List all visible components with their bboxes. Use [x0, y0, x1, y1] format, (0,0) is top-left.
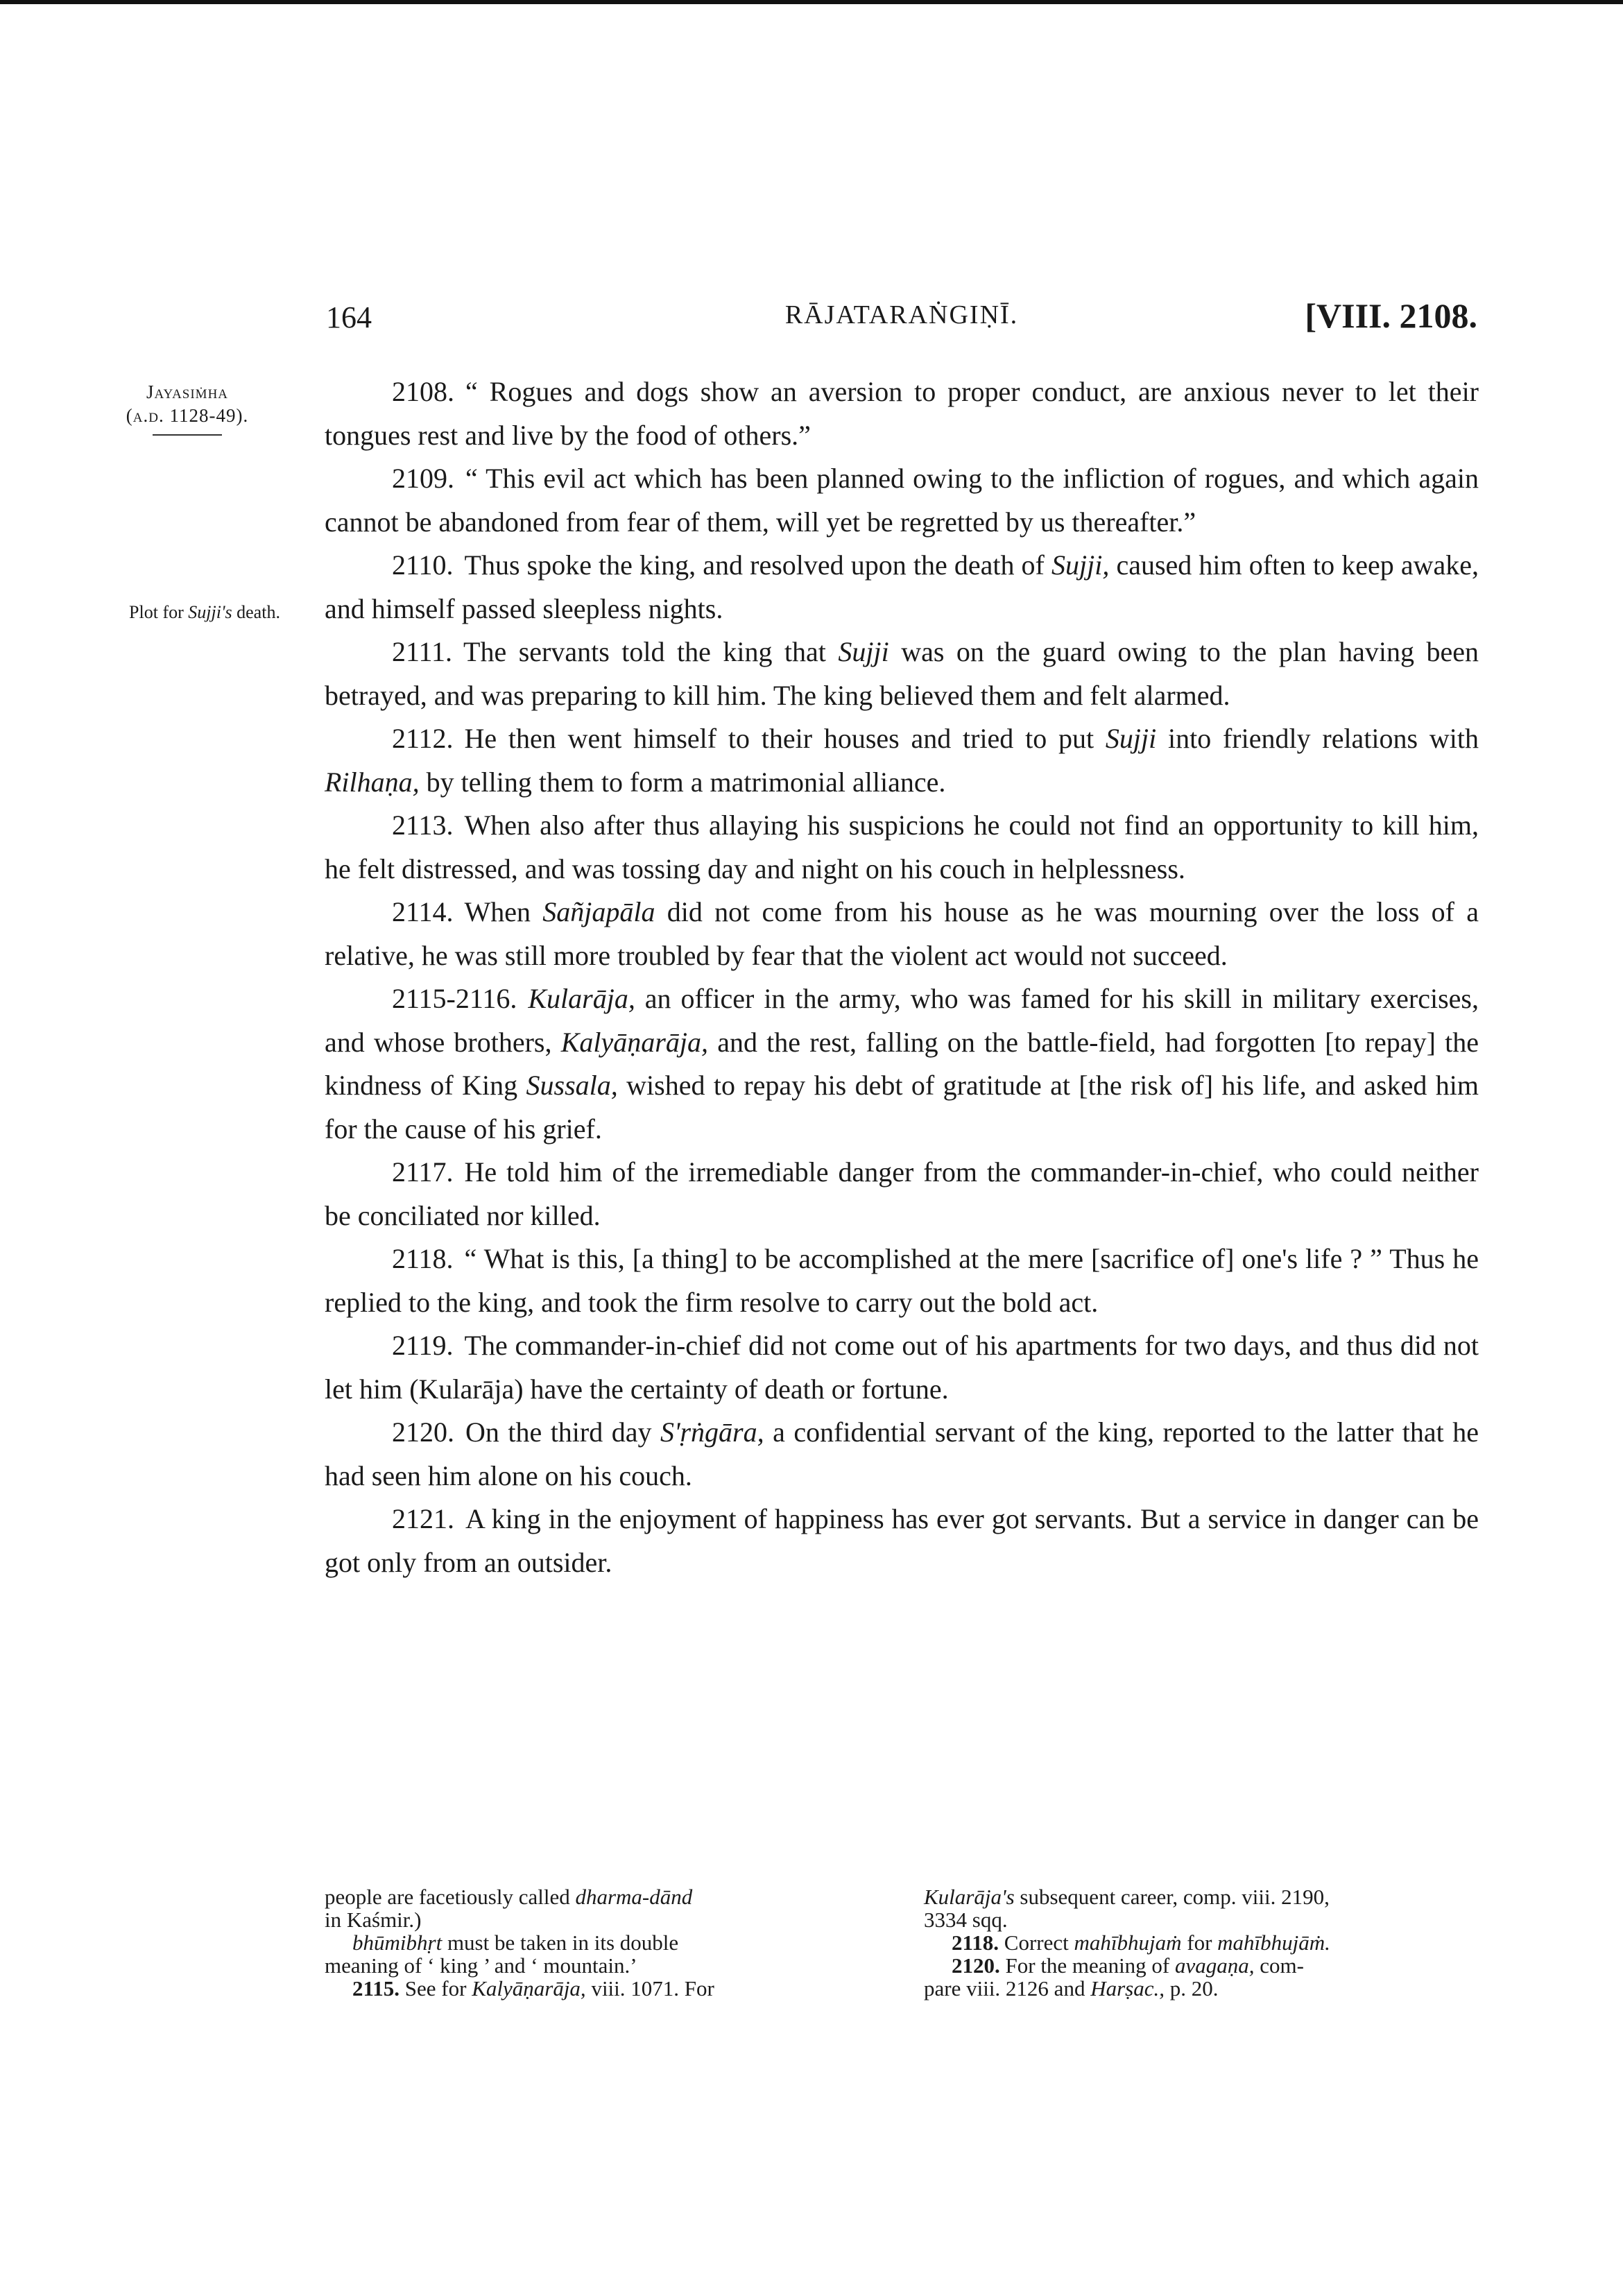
verse-number: 2115-2116. [392, 983, 517, 1014]
margin-note-reign [83, 380, 291, 436]
running-title: RĀJATARAṄGIṆĪ. [784, 300, 1019, 329]
footnote-line: meaning of ‘ king ’ and ‘ mountain.’ [325, 1953, 637, 1978]
verse-text: “ Rogues and dogs show an aversion to proper conduct, are anxious never to let their tongues rest and live by the food of others.” [325, 376, 1479, 451]
main-text [325, 370, 1479, 1584]
verse-text: “ This evil act which has been planned owing to the infliction of rogues, and which again cannot be abandoned from fear of them, will yet be regretted by us thereafter.” [325, 463, 1479, 538]
footnote-line: 2118. Correct mahībhujaṁ for mahībhujāṁ. [952, 1930, 1330, 1955]
margin-note-name: Sujji's [188, 602, 232, 622]
verse-text: “ What is this, [a thing] to be accomplished at the mere [sacrifice of] one's life ? ” Thus he replied to the king, and took the firm resolve to carry out the bold act. [325, 1243, 1479, 1318]
verse-2111: 2111. The servants told the king that Sujji was on the guard owing to the plan having been betrayed, and was preparing to kill him. The king believed them and felt alarmed. [325, 636, 1479, 711]
footnote-line: 2115. See for Kalyāṇarāja, viii. 1071. For [352, 1976, 714, 2001]
verse-2118 [325, 1237, 1479, 1324]
verse-text: A king in the enjoyment of happiness has ever got servants. But a service in danger can be got only from an outsider. [325, 1503, 1479, 1578]
footnote-line: in Kaśmir.) [325, 1908, 422, 1932]
verse-2117 [325, 1151, 1479, 1237]
verse-text: He told him of the irremediable danger from the commander-in-chief, who could neither be conciliated nor killed. [325, 1156, 1479, 1231]
verse-number: 2121. [392, 1503, 454, 1534]
footnotes-right-column [924, 1885, 1479, 2000]
verse-2121 [325, 1498, 1479, 1584]
verse-text: The commander-in-chief did not come out of his apartments for two days, and thus did not let him (Kularāja) have the certainty of death or fortune. [325, 1330, 1479, 1405]
reign-name: Jayasiṁha [146, 382, 229, 402]
footnote-line: Kularāja's subsequent career, comp. viii. 2190, [924, 1885, 1330, 1909]
verse-number: 2113. [392, 809, 454, 841]
verse-number: 2109. [392, 463, 454, 494]
verse-number: 2118. [392, 1243, 454, 1274]
verse-2113 [325, 804, 1479, 891]
verse-number: 2119. [392, 1330, 454, 1361]
verse-2120: 2120. On the third day S'ṛṅgāra, a confidential servant of the king, reported to the latter that he had seen him alone on his couch. [325, 1416, 1479, 1491]
verse-2119 [325, 1324, 1479, 1411]
footnotes-left-column [325, 1885, 879, 2000]
page-header [326, 296, 1477, 341]
reign-dates: (a.d. 1128-49). [126, 405, 249, 426]
verse-text: When also after thus allaying his suspicions he could not find an opportunity to kill him, he felt distressed, and was tossing day and night on his couch in helplessness. [325, 809, 1479, 884]
footnote-line: bhūmibhṛt must be taken in its double [352, 1930, 679, 1955]
verse-number: 2120. [392, 1416, 454, 1448]
verse-2110: 2110. Thus spoke the king, and resolved upon the death of Sujji, caused him often to keep awake, and himself passed sleepless nights. [325, 549, 1479, 624]
verse-2108 [325, 370, 1479, 457]
verse-number: 2108. [392, 376, 454, 407]
footnote-line: 3334 sqq. [924, 1908, 1008, 1932]
verse-2114: 2114. When Sañjapāla did not come from his house as he was mourning over the loss of a relative, he was still more troubled by fear that the violent act would not succeed. [325, 896, 1479, 971]
margin-rule [153, 434, 222, 436]
section-reference: [VIII. 2108. [1305, 296, 1477, 335]
verse-number: 2111. [392, 636, 453, 667]
page-number: 164 [326, 300, 372, 334]
verse-number: 2117. [392, 1156, 454, 1188]
footnote-line: pare viii. 2126 and Harṣac., p. 20. [924, 1976, 1219, 2001]
verse-number: 2112. [392, 723, 454, 754]
verse-number: 2114. [392, 896, 454, 927]
verse-2112: 2112. He then went himself to their houses and tried to put Sujji into friendly relations with Rilhaṇa, by telling them to form a matrimonial alliance. [325, 723, 1479, 798]
verse-2115-2116: 2115-2116. Kularāja, an officer in the army, who was famed for his skill in military exercises, and whose brothers, Kalyāṇarāja, and the rest, falling on the battle-field, had forgotten [to repay] the kindness of King Sussala, wished to repay his debt of gratitude at [the risk of] his life, and asked him for the cause of his grief. [325, 983, 1479, 1145]
footnote-line: 2120. For the meaning of avagaṇa, com- [952, 1953, 1304, 1978]
footnote-line: people are facetiously called dharma-dānd [325, 1885, 693, 1909]
top-border-rule [0, 0, 1623, 4]
verse-2109 [325, 457, 1479, 544]
verse-number: 2110. [392, 549, 454, 581]
margin-note-plot: Plot for Sujji's death. [129, 602, 280, 622]
